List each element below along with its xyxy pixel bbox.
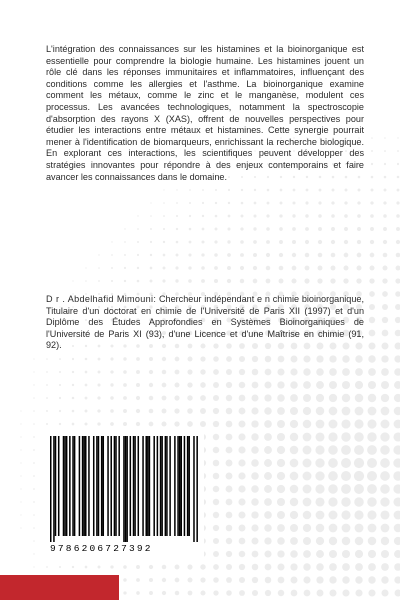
book-summary: L'intégration des connaissances sur les histamines et la bioinorganique est essentielle pour comprendre la biologie humaine. Les histamines jouent un rôle clé dans les réponses immunitaires et inflammatoires, influençant des conditions comme les allergies et l'asthme. La bioinorganique examine comment les métaux, comme le zinc et le manganèse, modulent ces processus. Les avancées technologiques, notamment la spectroscopie d'absorption des rayons X (XAS), offrent de nouvelles perspectives pour étudier les interactions entre métaux et histamines. Cette synergie pourrait mener à l'identification de biomarqueurs, enrichissant la recherche biologique. En explorant ces interactions, les scientifiques peuvent développer des stratégies innovantes pour répondre à des enjeux contemporains et faire avancer les connaissances dans le domaine. bbox=[46, 44, 364, 182]
author-name: D r . Abdelhafid Mimouni: bbox=[46, 294, 157, 304]
author-bio-text: Chercheur indépendant e n chimie bioinorganique, Titulaire d'un doctorat en chimie de l'Université de Paris XII (1997) et d'un Diplôme des Études Approfondies en Systèmes Bioinorganiques de l'Université de Paris XI (93), d'une Licence et d'une Maîtrise en chimie (91, 92). bbox=[46, 294, 365, 351]
isbn-barcode bbox=[50, 436, 198, 542]
red-band bbox=[0, 575, 119, 600]
isbn-number: 9786206727392 bbox=[50, 543, 153, 554]
author-biography bbox=[46, 294, 364, 352]
barcode-panel bbox=[44, 430, 204, 557]
